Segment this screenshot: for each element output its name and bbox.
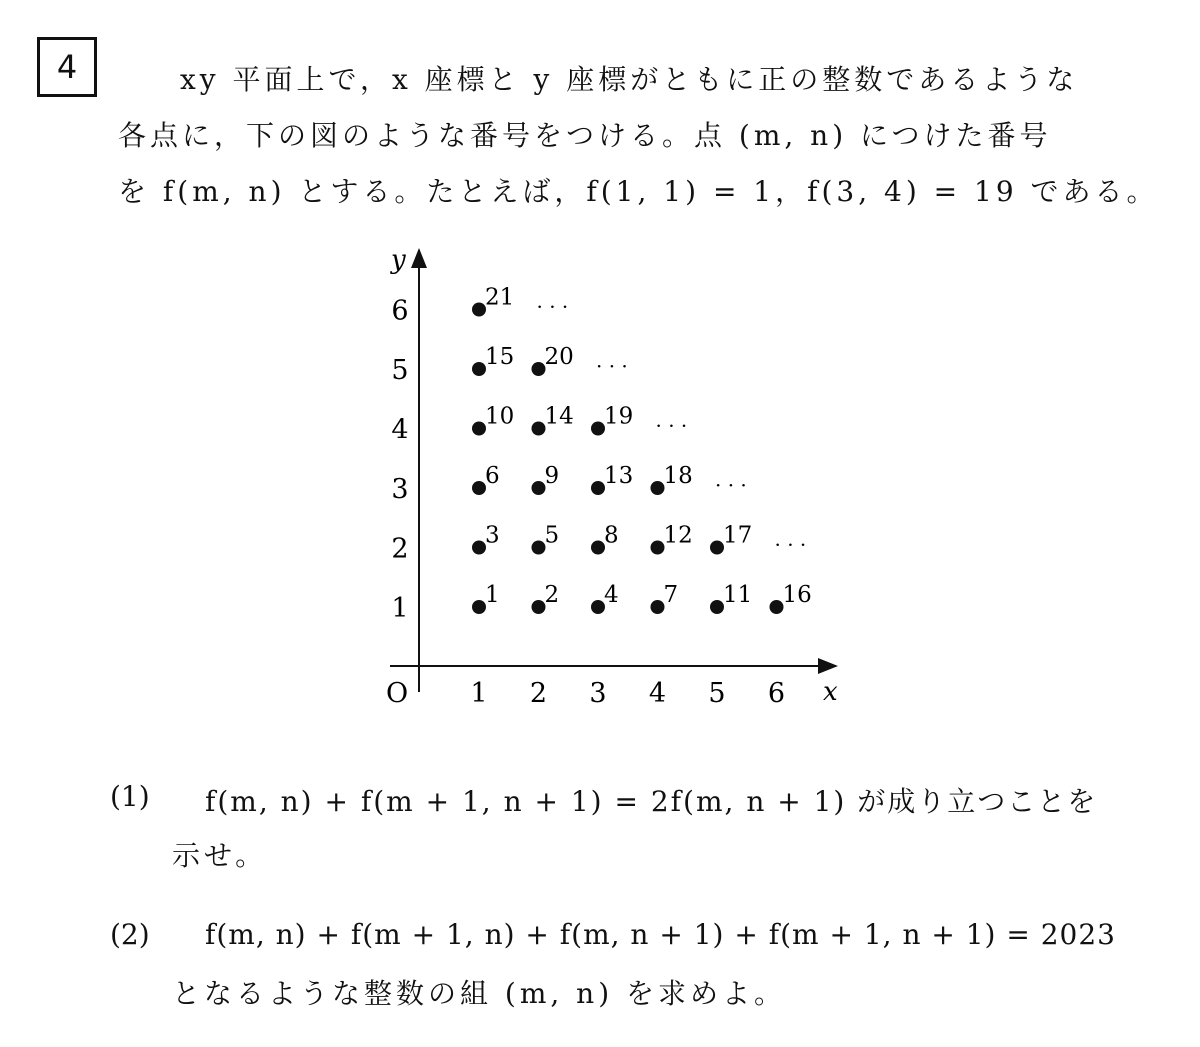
question-2-number: (2) — [110, 918, 150, 951]
x-axis-label: x — [823, 677, 838, 707]
lattice-point — [472, 481, 486, 495]
y-tick-label: 4 — [391, 414, 409, 446]
x-tick-label: 6 — [767, 678, 786, 709]
question-2-line-2: となるような整数の組 (m, n) を求めよ。 — [172, 977, 787, 1010]
point-label: 12 — [663, 522, 693, 549]
lattice-point — [651, 481, 665, 495]
point-label: 21 — [485, 284, 515, 311]
continuation-ellipsis: · · · — [536, 294, 569, 319]
lattice-point — [532, 362, 546, 376]
lattice-point — [651, 600, 665, 614]
point-label: 15 — [485, 344, 515, 370]
x-tick-label: 3 — [589, 678, 607, 709]
point-label: 18 — [663, 463, 693, 489]
intro-line-3: を f(m, n) とする。たとえば，f(1, 1) = 1，f(3, 4) = 19 である。 — [118, 175, 1159, 208]
lattice-point — [591, 481, 605, 495]
point-label: 20 — [544, 344, 574, 370]
lattice-point — [472, 422, 486, 436]
point-label: 2 — [544, 582, 560, 608]
lattice-point — [591, 541, 605, 555]
point-label: 10 — [485, 403, 515, 430]
point-label: 14 — [544, 403, 574, 430]
question-1-number: (1) — [110, 780, 150, 813]
y-tick-label: 1 — [391, 593, 409, 624]
lattice-point — [770, 600, 784, 614]
x-tick-label: 1 — [470, 678, 488, 709]
x-tick-label: 4 — [648, 678, 667, 709]
y-axis-label: y — [391, 245, 406, 275]
lattice-point — [532, 422, 546, 436]
point-label: 5 — [544, 522, 560, 549]
lattice-point — [532, 541, 546, 555]
point-label: 4 — [604, 582, 619, 608]
lattice-point — [710, 600, 724, 614]
lattice-point — [472, 362, 486, 376]
lattice-point — [532, 600, 546, 614]
point-label: 13 — [604, 463, 634, 489]
question-1-line-2: 示せ。 — [172, 839, 268, 872]
lattice-point — [591, 600, 605, 614]
point-label: 11 — [723, 582, 753, 608]
lattice-point — [591, 422, 605, 436]
continuation-ellipsis: · · · — [596, 354, 628, 378]
lattice-points — [472, 285, 812, 615]
lattice-point — [532, 481, 546, 495]
continuation-ellipsis: · · · — [774, 532, 807, 557]
lattice-point — [472, 600, 486, 614]
lattice-point — [651, 541, 665, 555]
x-tick-labels — [470, 678, 785, 709]
point-label: 19 — [604, 403, 634, 430]
lattice-point — [710, 541, 724, 555]
point-label: 17 — [723, 522, 753, 549]
y-tick-label: 2 — [391, 533, 409, 565]
y-tick-label: 5 — [391, 355, 409, 386]
point-label: 16 — [782, 582, 812, 608]
question-1-line-1: f(m, n) + f(m + 1, n + 1) = 2f(m, n + 1) が成り立つことを — [205, 785, 1098, 818]
point-label: 6 — [485, 463, 500, 489]
problem-number: 4 — [56, 48, 78, 86]
question-2-line-1: f(m, n) + f(m + 1, n) + f(m, n + 1) + f(m + 1, n + 1) = 2023 — [205, 918, 1116, 951]
lattice-point — [472, 303, 486, 317]
intro-line-2: 各点に，下の図のような番号をつける。点 (m, n) につけた番号 — [118, 119, 1052, 152]
point-label: 3 — [485, 522, 500, 549]
x-tick-label: 2 — [529, 678, 548, 709]
point-label: 9 — [544, 463, 560, 489]
point-label: 1 — [485, 582, 500, 608]
x-tick-label: 5 — [708, 678, 726, 709]
point-label: 8 — [604, 522, 619, 549]
continuation-ellipsis: · · · — [655, 413, 688, 438]
continuation-dots — [537, 295, 807, 557]
y-tick-label: 3 — [391, 474, 409, 505]
lattice-point — [472, 541, 486, 555]
point-label: 7 — [663, 582, 679, 608]
origin-label: O — [386, 678, 409, 709]
intro-line-1: xy 平面上で，x 座標と y 座標がともに正の整数であるような — [180, 63, 1079, 96]
y-tick-labels — [391, 296, 408, 625]
continuation-ellipsis: · · · — [715, 473, 747, 497]
y-tick-label: 6 — [391, 295, 409, 327]
